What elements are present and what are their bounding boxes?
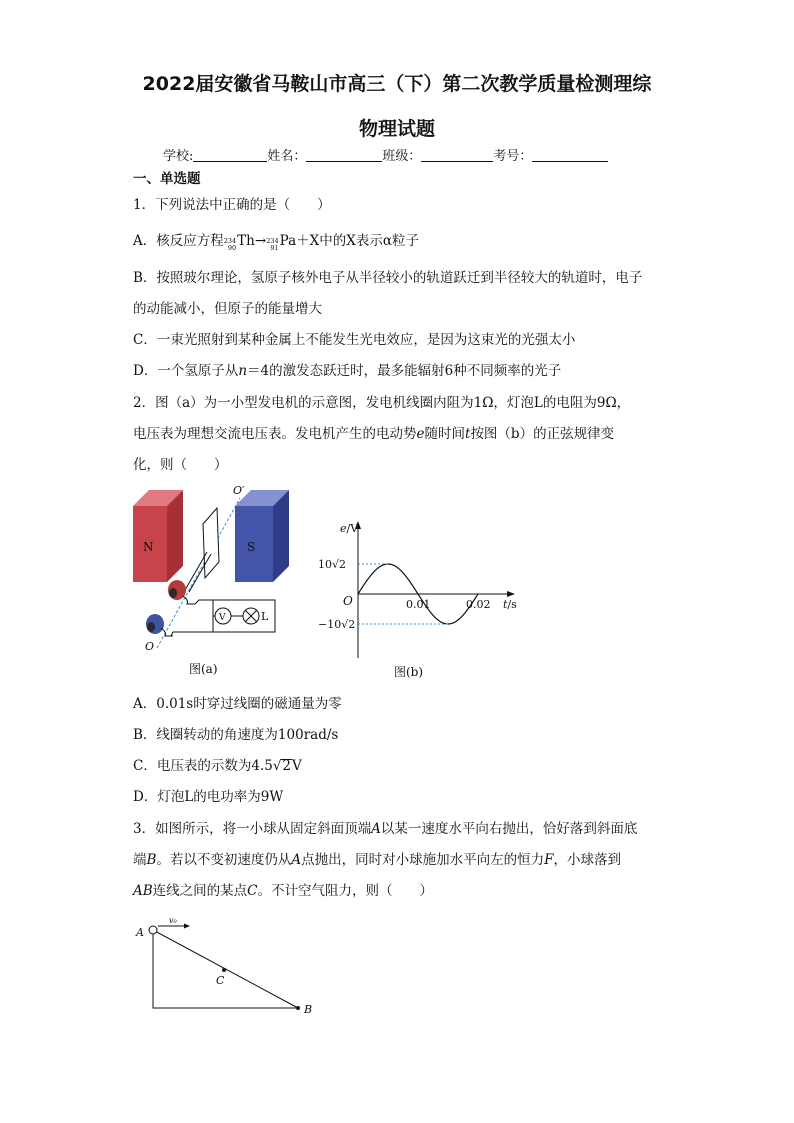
velocity-arrowhead — [184, 924, 190, 929]
point-b — [296, 1006, 300, 1010]
y-tick-negative: −10√2 — [318, 618, 356, 631]
axis-label-o: O — [145, 640, 155, 653]
incline-figure — [130, 910, 325, 1020]
th-mass-number: 234 — [223, 237, 237, 245]
number-blank[interactable] — [532, 148, 608, 162]
y-axis-label: e/V — [340, 522, 359, 535]
q2-line2-mid: 随时间 — [424, 426, 465, 442]
q1-option-a[interactable] — [133, 229, 419, 252]
q2-t-symbol: t — [465, 426, 471, 442]
slip-ring-lower — [146, 614, 173, 636]
x-tick-0-02: 0.02 — [466, 598, 491, 611]
q1-d-prefix: D．一个氢原子从 — [133, 363, 239, 379]
q2-stem-line2 — [133, 422, 614, 442]
th-symbol: Th — [237, 233, 255, 249]
section-title: 一、单选题 — [133, 171, 201, 187]
name-label: 姓名： — [267, 149, 307, 164]
label-b: B — [304, 1003, 313, 1016]
q3-l2-mid: 。若以不变初速度仍从 — [156, 852, 292, 868]
q3-point-b: B — [146, 852, 157, 868]
q1-option-c[interactable]: C．一束光照射到某种金属上不能发生光电效应，是因为这束光的光强太小 — [133, 332, 576, 348]
q3-l2-post: ，小球落到 — [553, 852, 622, 868]
ball — [149, 926, 157, 934]
q2-option-c[interactable] — [133, 754, 302, 774]
figure-b-caption: 图(b) — [394, 665, 424, 678]
lamp-icon — [243, 608, 269, 624]
q2-e-symbol: e — [416, 426, 425, 442]
q1-option-b-line2: 的动能减小，但原子的能量增大 — [133, 301, 322, 317]
q3-l3-mid: 连线之间的某点 — [152, 883, 248, 899]
q2-option-d[interactable]: D．灯泡L的电功率为9W — [133, 789, 284, 805]
q2-c-prefix: C．电压表的示数为4.5 — [133, 758, 273, 774]
pa-mass-number: 234 — [266, 237, 279, 245]
q3-l1-post: 以某一速度水平向右抛出，恰好落到斜面底 — [380, 821, 638, 837]
q3-l2-pre: 端 — [133, 852, 147, 868]
generator-figure — [125, 478, 295, 678]
q3-stem-line3 — [133, 879, 433, 899]
q1-d-n: n — [238, 363, 248, 379]
q3-stem-line2 — [133, 848, 621, 868]
q1-option-b-line1[interactable]: B．按照玻尔理论，氢原子核外电子从半径较小的轨道跃迁到半径较大的轨道时，电子 — [133, 270, 643, 286]
q2-option-b[interactable]: B．线圈转动的角速度为100rad/s — [133, 727, 339, 743]
q3-stem-line1 — [133, 817, 637, 837]
th-atomic-number: 90 — [227, 244, 237, 252]
q3-segment-ab: AB — [133, 883, 153, 899]
figure-a-caption: 图(a) — [189, 662, 218, 676]
pa-atomic-number: 91 — [270, 244, 279, 252]
class-label: 班级： — [382, 149, 422, 164]
th-isotope-numbers — [224, 238, 236, 252]
q1-d-suffix: ＝4的激发态跃迁时，最多能辐射6种不同频率的光子 — [247, 363, 562, 379]
sqrt-radicand: 2 — [282, 758, 292, 774]
x-axis-arrow — [507, 591, 515, 597]
label-a: A — [136, 926, 144, 939]
q3-point-a: A — [371, 821, 381, 837]
name-blank[interactable] — [306, 148, 382, 162]
label-c: C — [216, 974, 225, 987]
pa-isotope-numbers — [266, 238, 278, 252]
x-tick-0-01: 0.01 — [406, 598, 431, 611]
emf-chart — [310, 518, 525, 678]
coil — [203, 508, 219, 578]
q2-line2-post: 按图（b）的正弦规律变 — [470, 426, 615, 442]
q1-a-suffix: 中的X表示α粒子 — [319, 233, 419, 249]
page-title-line2: 物理试题 — [358, 118, 435, 140]
q2-c-unit: V — [292, 758, 302, 774]
page-title-line1: 2022届安徽省马鞍山市高三（下）第二次教学质量检测理综 — [142, 73, 652, 95]
number-label: 考号： — [493, 149, 533, 164]
y-tick-positive: 10√2 — [318, 558, 347, 571]
q2-stem-line1: 2．图（a）为一小型发电机的示意图，发电机线圈内阻为1Ω，灯泡L的电阻为9Ω， — [133, 395, 631, 411]
voltmeter-label: V — [219, 613, 226, 623]
magnet-s-label: S — [247, 540, 256, 554]
q3-l1-pre: 3．如图所示，将一小球从固定斜面顶端 — [133, 821, 372, 837]
pa-symbol: Pa＋X — [279, 233, 320, 249]
q1-stem: 1．下列说法中正确的是（ ） — [133, 197, 331, 213]
q2-line2-pre: 电压表为理想交流电压表。发电机产生的电动势 — [133, 426, 417, 442]
label-v0: v₀ — [169, 916, 177, 925]
x-axis-label: t/s — [503, 598, 517, 611]
q2-stem-line3: 化，则（ ） — [133, 457, 228, 473]
q3-force-f: F — [544, 852, 554, 868]
school-label: 学校: — [163, 149, 194, 164]
chart-origin: O — [343, 594, 353, 608]
chart-axes — [355, 521, 515, 658]
axis-label-oprime: O′ — [233, 484, 245, 497]
magnet-n — [133, 490, 183, 582]
q2-option-a[interactable]: A．0.01s时穿过线圈的磁通量为零 — [133, 696, 342, 712]
q3-point-a2: A — [291, 852, 302, 868]
magnet-s — [235, 490, 289, 582]
magnet-n-label: N — [143, 540, 154, 554]
voltmeter-icon — [215, 608, 231, 624]
point-c — [222, 968, 226, 972]
q1-a-prefix: A．核反应方程 — [133, 233, 224, 249]
q3-point-c: C — [247, 883, 258, 899]
q3-l2-mid2: 点抛出，同时对小球施加水平向左的恒力 — [301, 852, 545, 868]
school-blank[interactable] — [193, 148, 267, 162]
student-info-line — [163, 145, 608, 164]
sqrt-symbol: √ — [272, 758, 282, 774]
q3-l3-post: 。不计空气阻力，则（ ） — [257, 883, 434, 899]
class-blank[interactable] — [421, 148, 493, 162]
reaction-arrow: → — [254, 233, 267, 249]
slip-ring-upper — [168, 580, 195, 604]
lamp-label: L — [261, 610, 269, 623]
q1-option-d[interactable] — [133, 359, 561, 379]
